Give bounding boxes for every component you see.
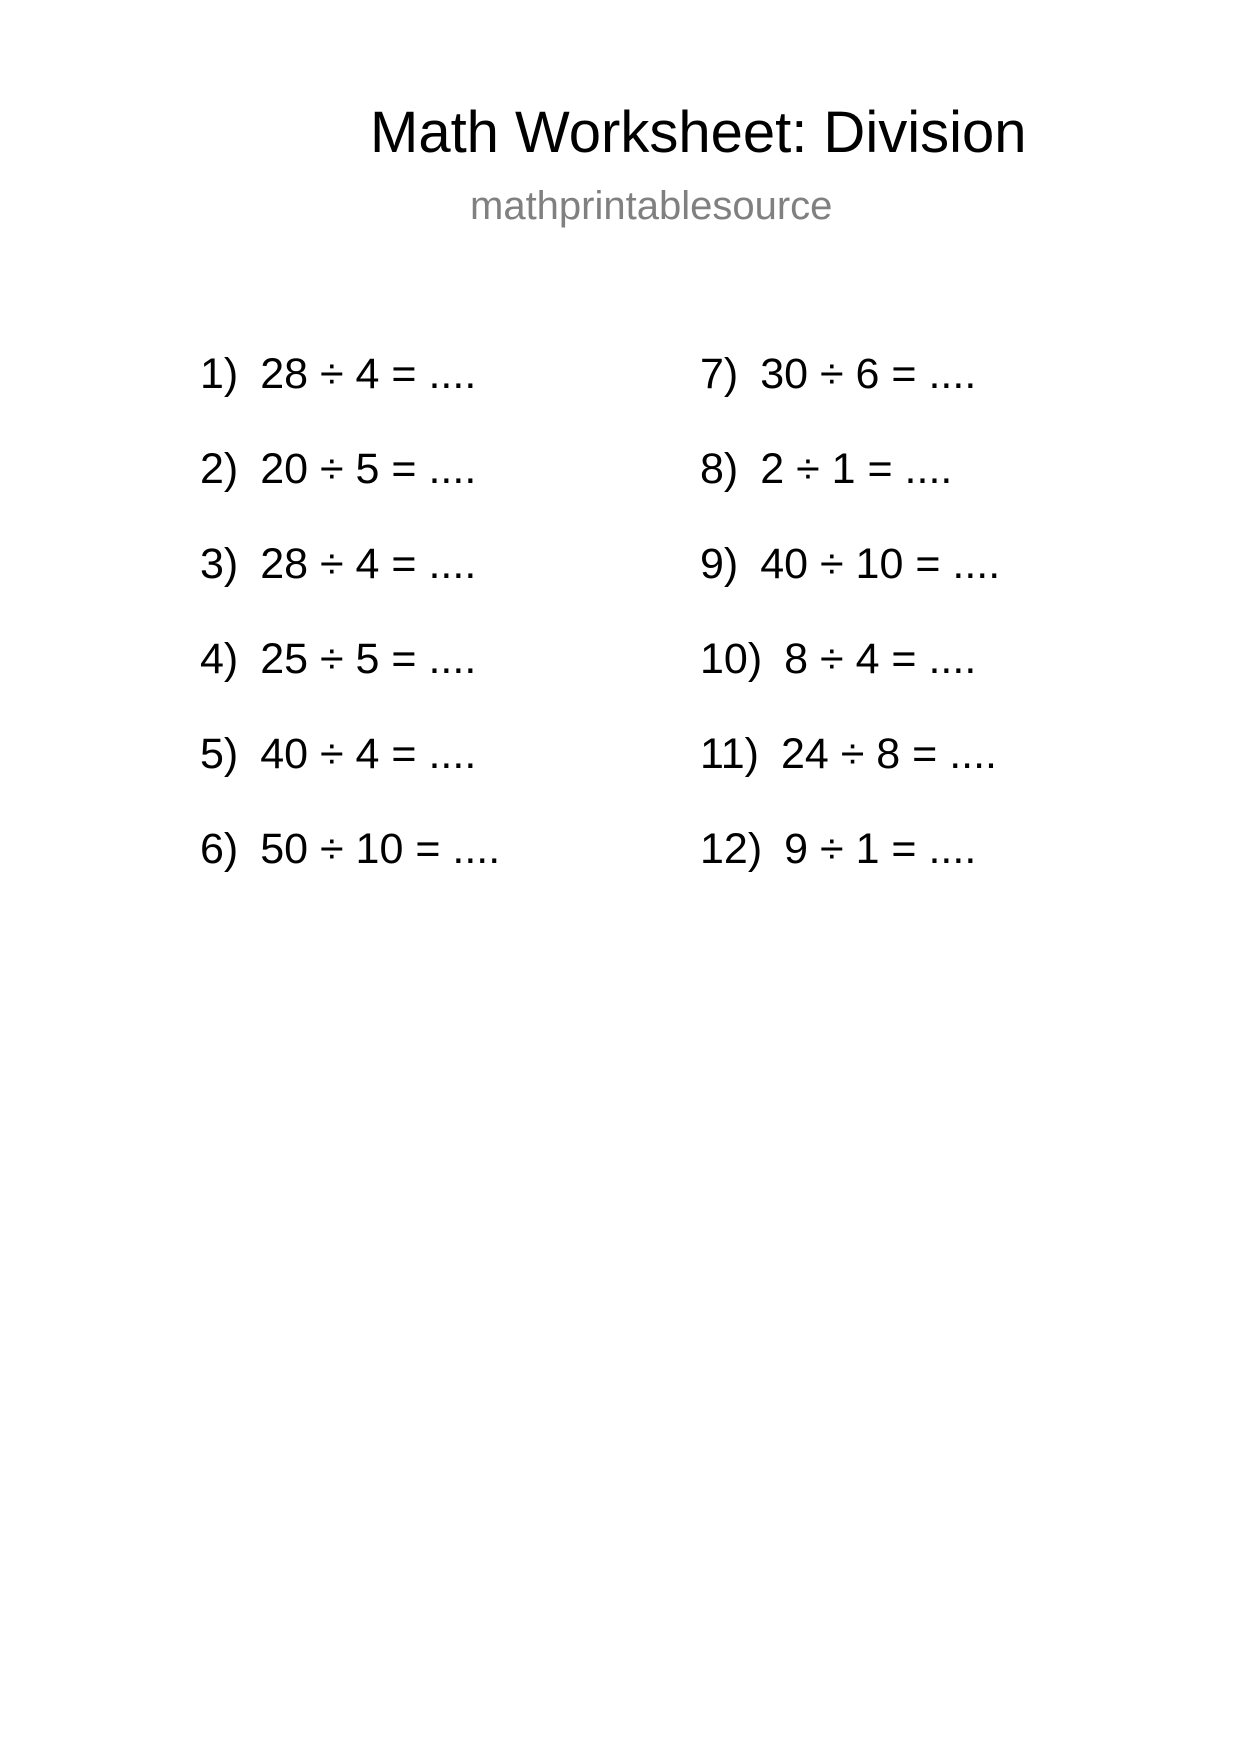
problem-expression: 40 ÷ 4 = .... [260, 730, 477, 778]
problem-item-10 [700, 633, 1000, 728]
problem-expression: 24 ÷ 8 = .... [780, 730, 997, 778]
problem-number: 8) [700, 445, 739, 493]
problem-number: 3) [200, 540, 239, 588]
problem-item-6 [200, 823, 500, 918]
problem-number: 6) [200, 825, 239, 873]
problem-expression: 25 ÷ 5 = .... [260, 635, 477, 683]
problem-item-5 [200, 728, 500, 823]
problem-item-2 [200, 443, 500, 538]
problem-expression: 20 ÷ 5 = .... [260, 445, 477, 493]
page-subtitle: mathprintablesource [470, 184, 833, 228]
problem-item-9 [700, 538, 1000, 633]
problem-item-12 [700, 823, 1000, 918]
problem-expression: 8 ÷ 4 = .... [784, 635, 977, 683]
problem-item-8 [700, 443, 1000, 538]
page-title: Math Worksheet: Division [370, 100, 1027, 165]
problem-expression: 28 ÷ 4 = .... [260, 540, 477, 588]
problem-expression: 30 ÷ 6 = .... [760, 350, 977, 398]
problem-column-right [700, 348, 1000, 918]
problem-item-11 [700, 728, 1000, 823]
problem-item-3 [200, 538, 500, 633]
problem-number: 7) [700, 350, 739, 398]
problem-expression: 9 ÷ 1 = .... [784, 825, 977, 873]
problem-expression: 50 ÷ 10 = .... [260, 825, 501, 873]
problem-number: 2) [200, 445, 239, 493]
problem-number: 9) [700, 540, 739, 588]
problem-item-4 [200, 633, 500, 728]
problem-expression: 28 ÷ 4 = .... [260, 350, 477, 398]
problem-number: 10) [700, 635, 763, 683]
problem-number: 1) [200, 350, 239, 398]
problem-column-left [200, 348, 500, 918]
problem-item-1 [200, 348, 500, 443]
problem-expression: 2 ÷ 1 = .... [760, 445, 953, 493]
problem-item-7 [700, 348, 1000, 443]
problem-expression: 40 ÷ 10 = .... [760, 540, 1001, 588]
problem-number: 12) [700, 825, 763, 873]
problem-number: 4) [200, 635, 239, 683]
problem-number: 11) [700, 730, 759, 778]
problem-number: 5) [200, 730, 239, 778]
